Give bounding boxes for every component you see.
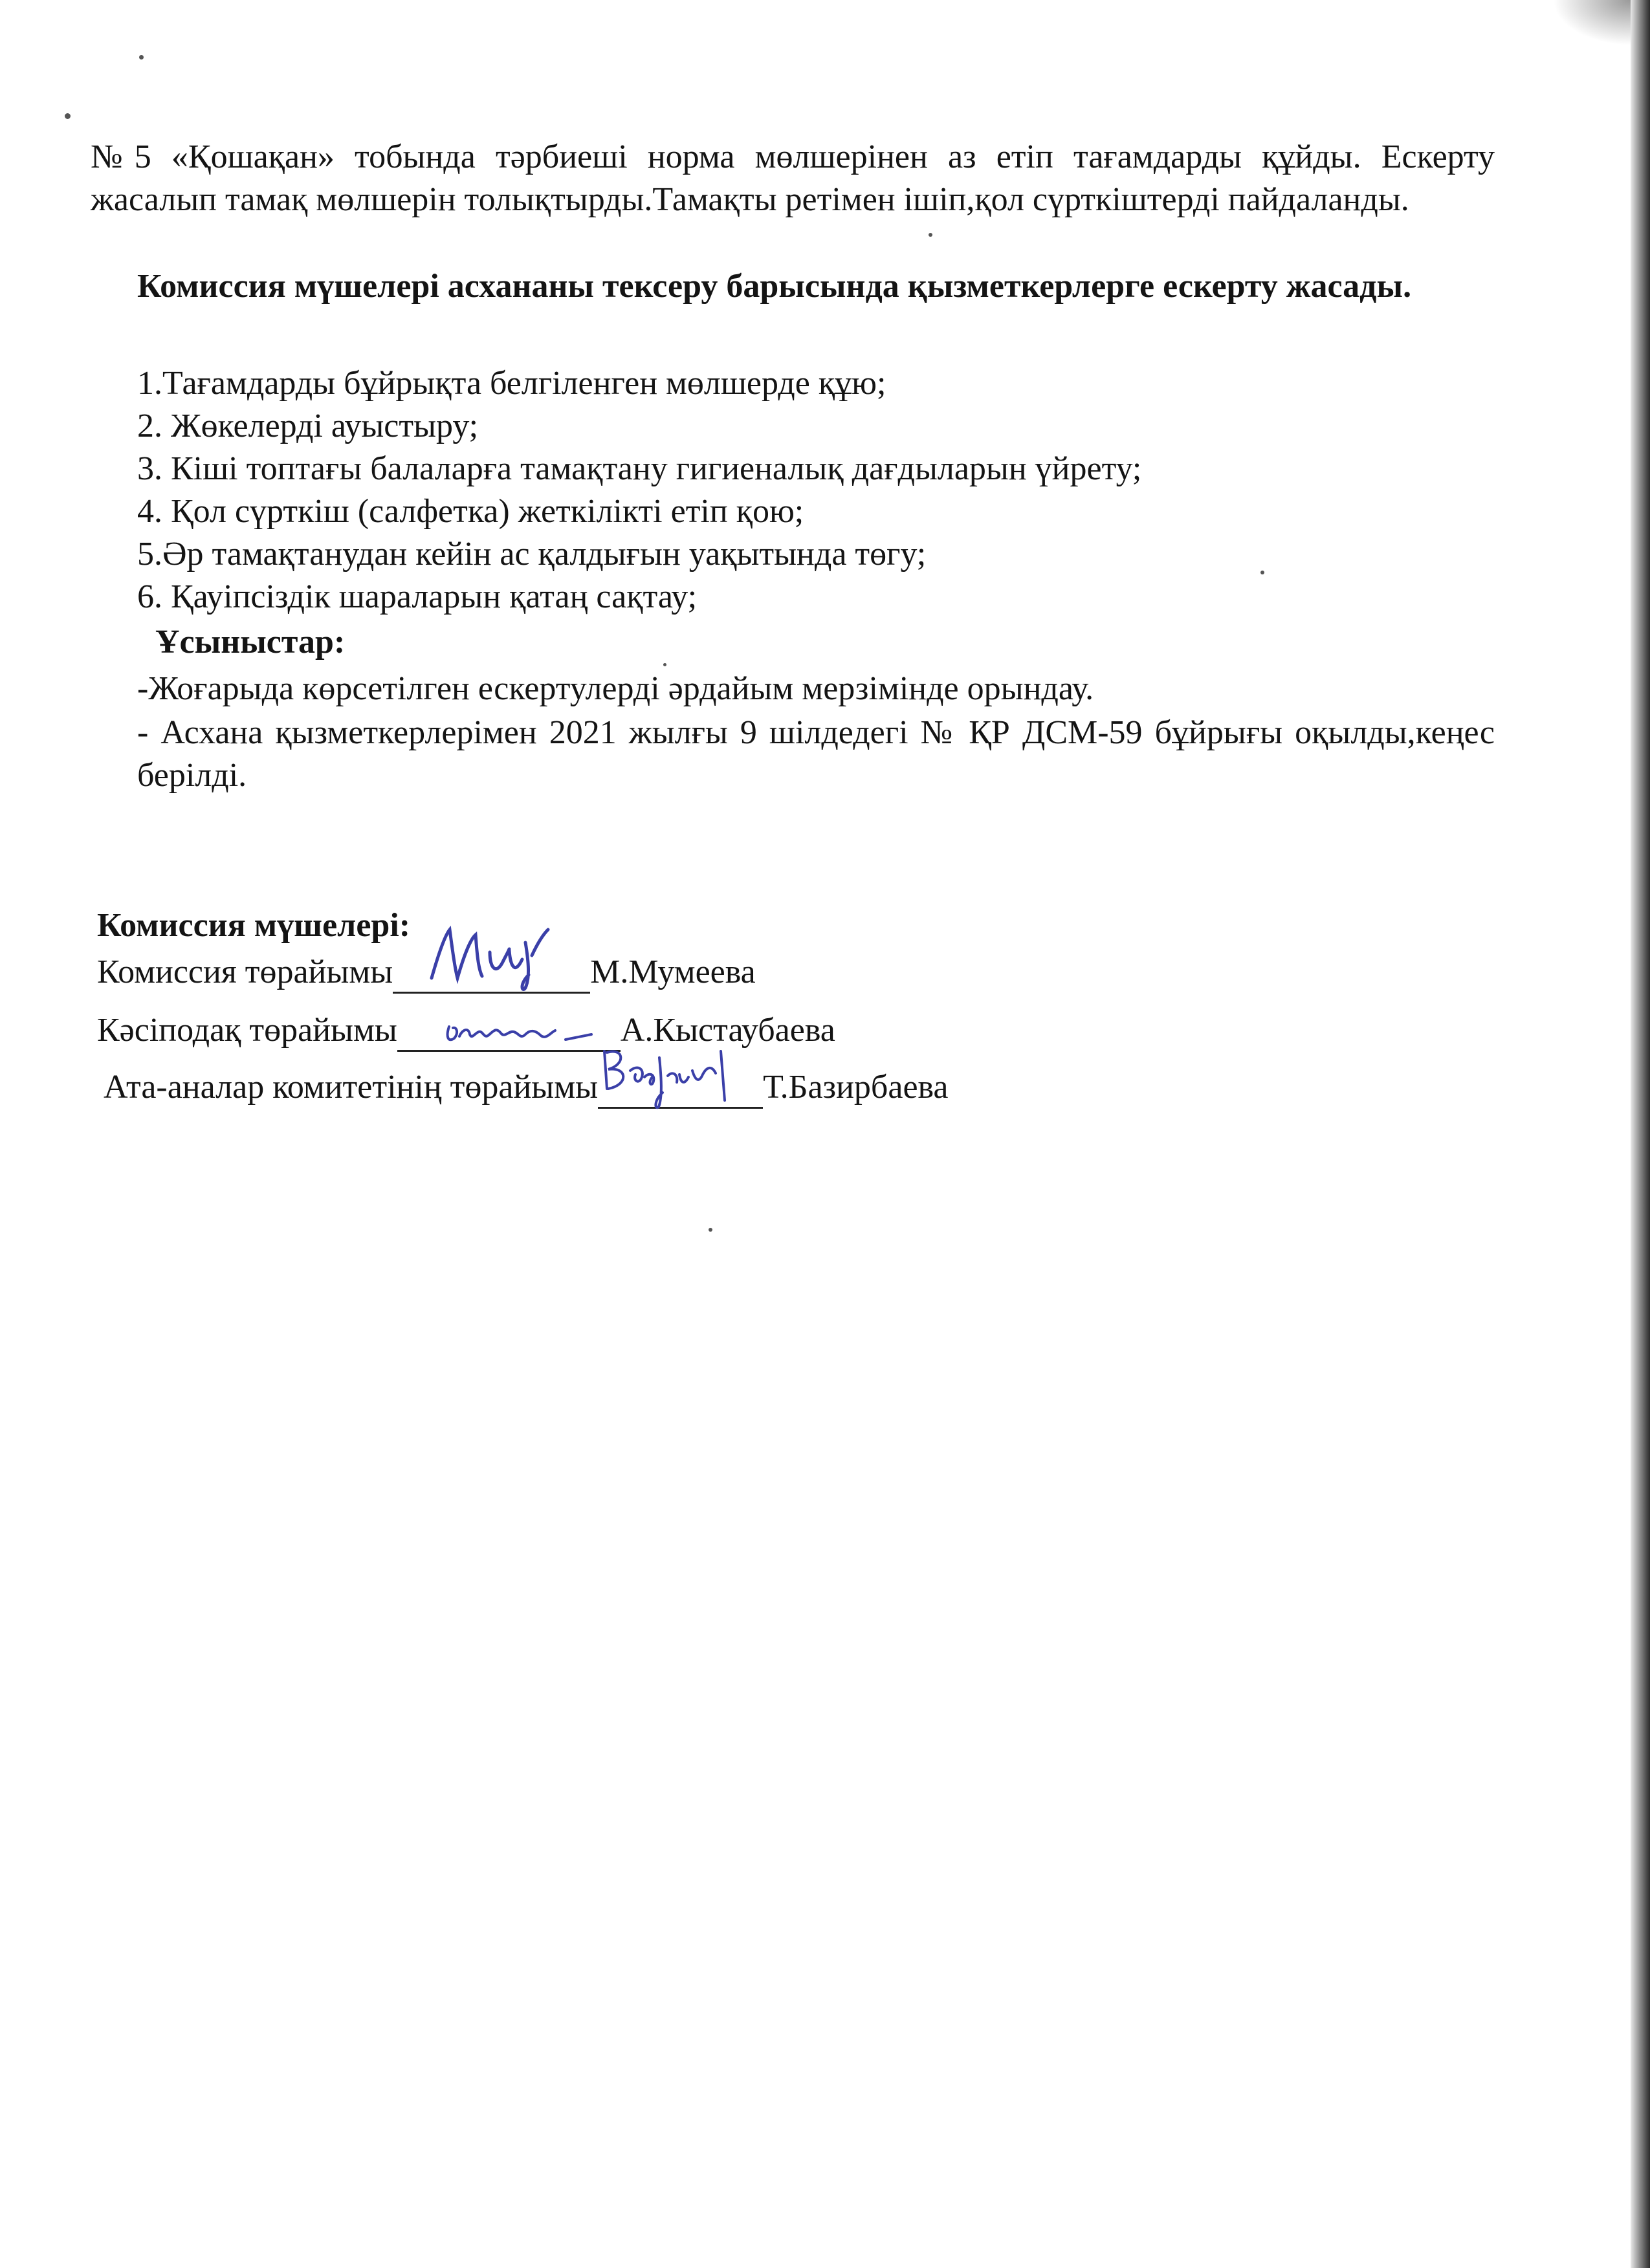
scan-speck	[65, 113, 71, 119]
signature-role: Ата-аналар комитетінің төрайымы	[104, 1069, 599, 1106]
signature-row-commission-chair	[97, 951, 756, 994]
signature-role: Комиссия төрайымы	[97, 954, 393, 990]
scan-speck	[139, 55, 144, 60]
remark-item: 6. Қауіпсіздік шараларын қатаң сақтау;	[137, 578, 698, 615]
signature-row-parents-committee-chair	[104, 1066, 949, 1109]
signature-name: Т.Базирбаева	[763, 1069, 949, 1106]
scan-dark-edge	[1631, 0, 1650, 2268]
commission-note: Комиссия мүшелері асхананы тексеру барысында қызметкерлерге ескерту жасады.	[137, 268, 1412, 305]
scan-speck	[1260, 571, 1264, 574]
scan-speck	[929, 233, 932, 237]
handwritten-signature-icon	[598, 1038, 763, 1109]
remark-item: 3. Кіші топтағы балаларға тамақтану гигиеналық дағдыларын үйрету;	[137, 450, 1142, 487]
remark-item: 4. Қол сүрткіш (салфетка) жеткілікті етіп қою;	[137, 493, 804, 530]
handwritten-signature-icon	[393, 917, 590, 994]
scan-corner-shadow	[1553, 0, 1631, 45]
handwritten-signature-icon	[397, 1007, 621, 1052]
signature-line	[397, 1016, 621, 1052]
remark-item: 5.Әр тамақтанудан кейін ас қалдығын уақытында төгу;	[137, 536, 927, 572]
signature-name: М.Мумеева	[590, 954, 756, 990]
signature-role: Кәсіподақ төрайымы	[97, 1012, 397, 1049]
signature-line	[393, 958, 590, 994]
recommendation-item: -Жоғарыда көрсетілген ескертулерді әрдайым мерзімінде орындау.	[137, 670, 1094, 707]
signatures-title: Комиссия мүшелері:	[97, 907, 411, 944]
recommendation-item: - Асхана қызметкерлерімен 2021 жылғы 9 шілдедегі № ҚР ДСМ-59 бұйрығы оқылды,кеңес берілді.	[137, 714, 1495, 794]
scan-speck	[709, 1228, 712, 1232]
intro-paragraph: №5 «Қошақан» тобында тәрбиеші норма мөлшерінен аз етіп тағамдарды құйды. Ескерту жасалып тамақ мөлшерін толықтырды.Тамақты ретімен ішіп,қол сүрткіштерді пайдаланды.	[91, 138, 1495, 218]
signature-name: А.Кыстаубаева	[620, 1012, 835, 1049]
remark-item: 1.Тағамдарды бұйрықта белгіленген мөлшерде құю;	[137, 365, 886, 402]
signature-line	[598, 1073, 763, 1109]
recommendations-heading: Ұсыныстар:	[155, 624, 346, 660]
remark-item: 2. Жөкелерді ауыстыру;	[137, 408, 479, 444]
scan-speck	[663, 663, 666, 666]
